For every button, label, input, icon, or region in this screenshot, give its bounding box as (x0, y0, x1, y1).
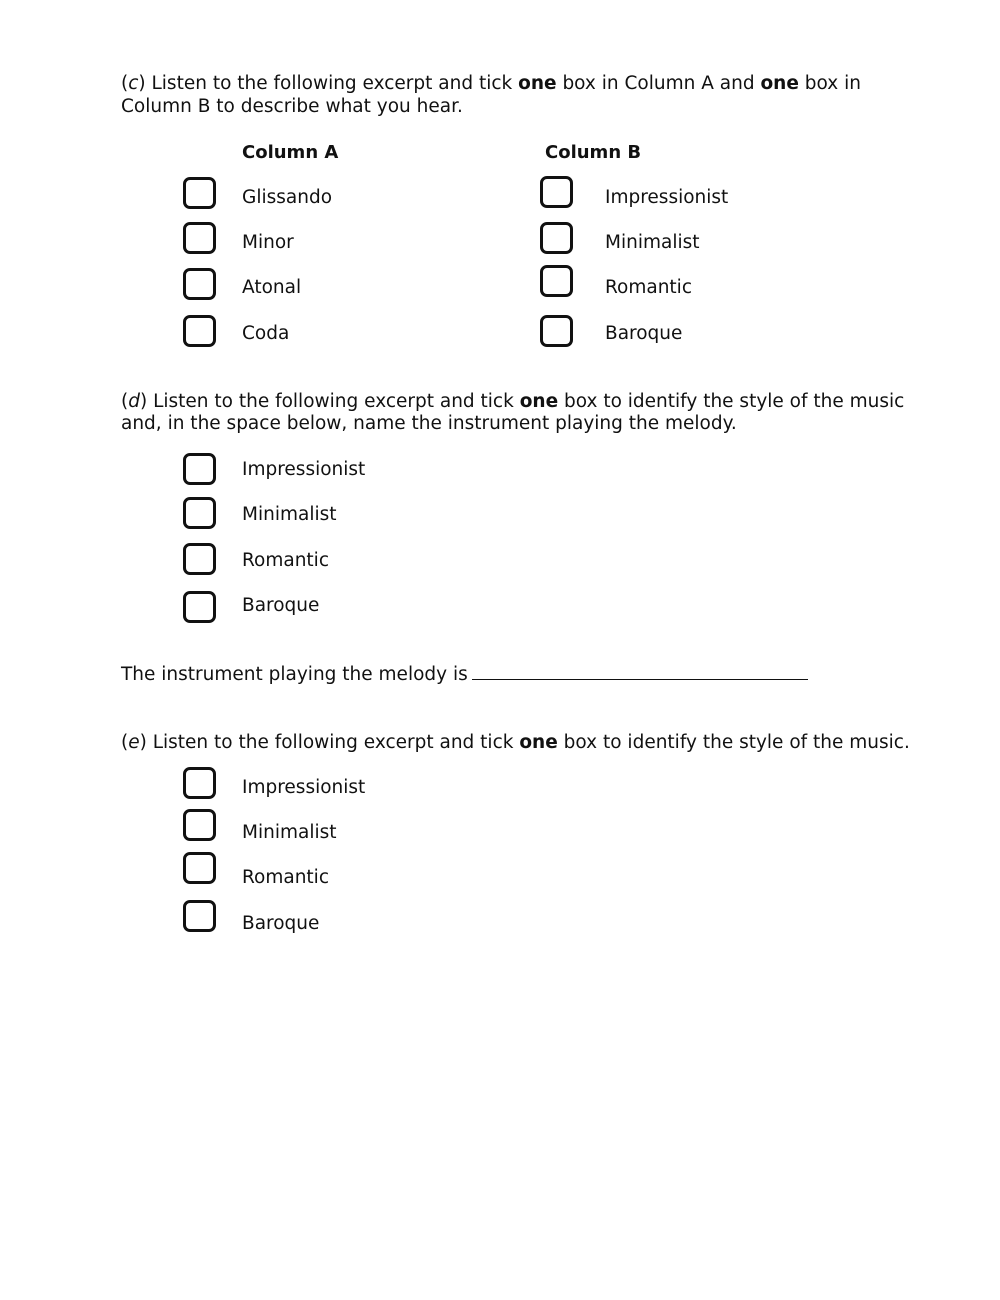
checkbox-d-baroque[interactable] (183, 591, 216, 623)
checkbox-c-b-baroque[interactable] (540, 315, 573, 347)
question-d-label: d (128, 391, 140, 412)
question-d-line-1: (d) Listen to the following excerpt and tick one box to identify the style of the music (121, 391, 905, 412)
checkbox-c-a-minor[interactable] (183, 222, 216, 254)
question-c-line-2: Column B to describe what you hear. (121, 96, 463, 117)
answer-prompt: The instrument playing the melody is (121, 664, 468, 685)
checkbox-e-baroque[interactable] (183, 900, 216, 932)
option-c-a-glissando: Glissando (242, 187, 333, 208)
question-c-line-1: (c) Listen to the following excerpt and tick one box in Column A and one box in (121, 73, 861, 94)
checkbox-c-a-glissando[interactable] (183, 177, 216, 209)
checkbox-d-impressionist[interactable] (183, 453, 216, 485)
option-d-impressionist: Impressionist (242, 459, 366, 480)
option-c-a-atonal: Atonal (242, 277, 302, 298)
option-e-baroque: Baroque (242, 913, 320, 934)
instrument-answer-blank[interactable] (472, 663, 808, 680)
option-d-baroque: Baroque (242, 595, 320, 616)
question-e-label: e (128, 732, 140, 753)
checkbox-e-romantic[interactable] (183, 852, 216, 884)
option-e-romantic: Romantic (242, 867, 329, 888)
checkbox-e-impressionist[interactable] (183, 767, 216, 799)
checkbox-c-a-atonal[interactable] (183, 268, 216, 300)
option-d-romantic: Romantic (242, 550, 329, 571)
option-c-b-minimalist: Minimalist (605, 232, 700, 253)
option-c-b-baroque: Baroque (605, 323, 683, 344)
checkbox-d-minimalist[interactable] (183, 497, 216, 529)
checkbox-c-b-romantic[interactable] (540, 265, 573, 297)
option-c-b-impressionist: Impressionist (605, 187, 729, 208)
checkbox-d-romantic[interactable] (183, 543, 216, 575)
answer-line (121, 663, 808, 686)
question-e-line-1: (e) Listen to the following excerpt and tick one box to identify the style of the music. (121, 732, 910, 753)
option-e-impressionist: Impressionist (242, 777, 366, 798)
checkbox-c-b-impressionist[interactable] (540, 176, 573, 208)
question-c-label: c (128, 73, 139, 94)
question-d-line-2: and, in the space below, name the instrument playing the melody. (121, 413, 737, 434)
option-e-minimalist: Minimalist (242, 822, 337, 843)
column-b-heading: Column B (545, 142, 642, 163)
checkbox-e-minimalist[interactable] (183, 809, 216, 841)
column-a-heading: Column A (242, 142, 339, 163)
option-c-b-romantic: Romantic (605, 277, 692, 298)
checkbox-c-a-coda[interactable] (183, 315, 216, 347)
option-d-minimalist: Minimalist (242, 504, 337, 525)
option-c-a-coda: Coda (242, 323, 290, 344)
option-c-a-minor: Minor (242, 232, 294, 253)
checkbox-c-b-minimalist[interactable] (540, 222, 573, 254)
